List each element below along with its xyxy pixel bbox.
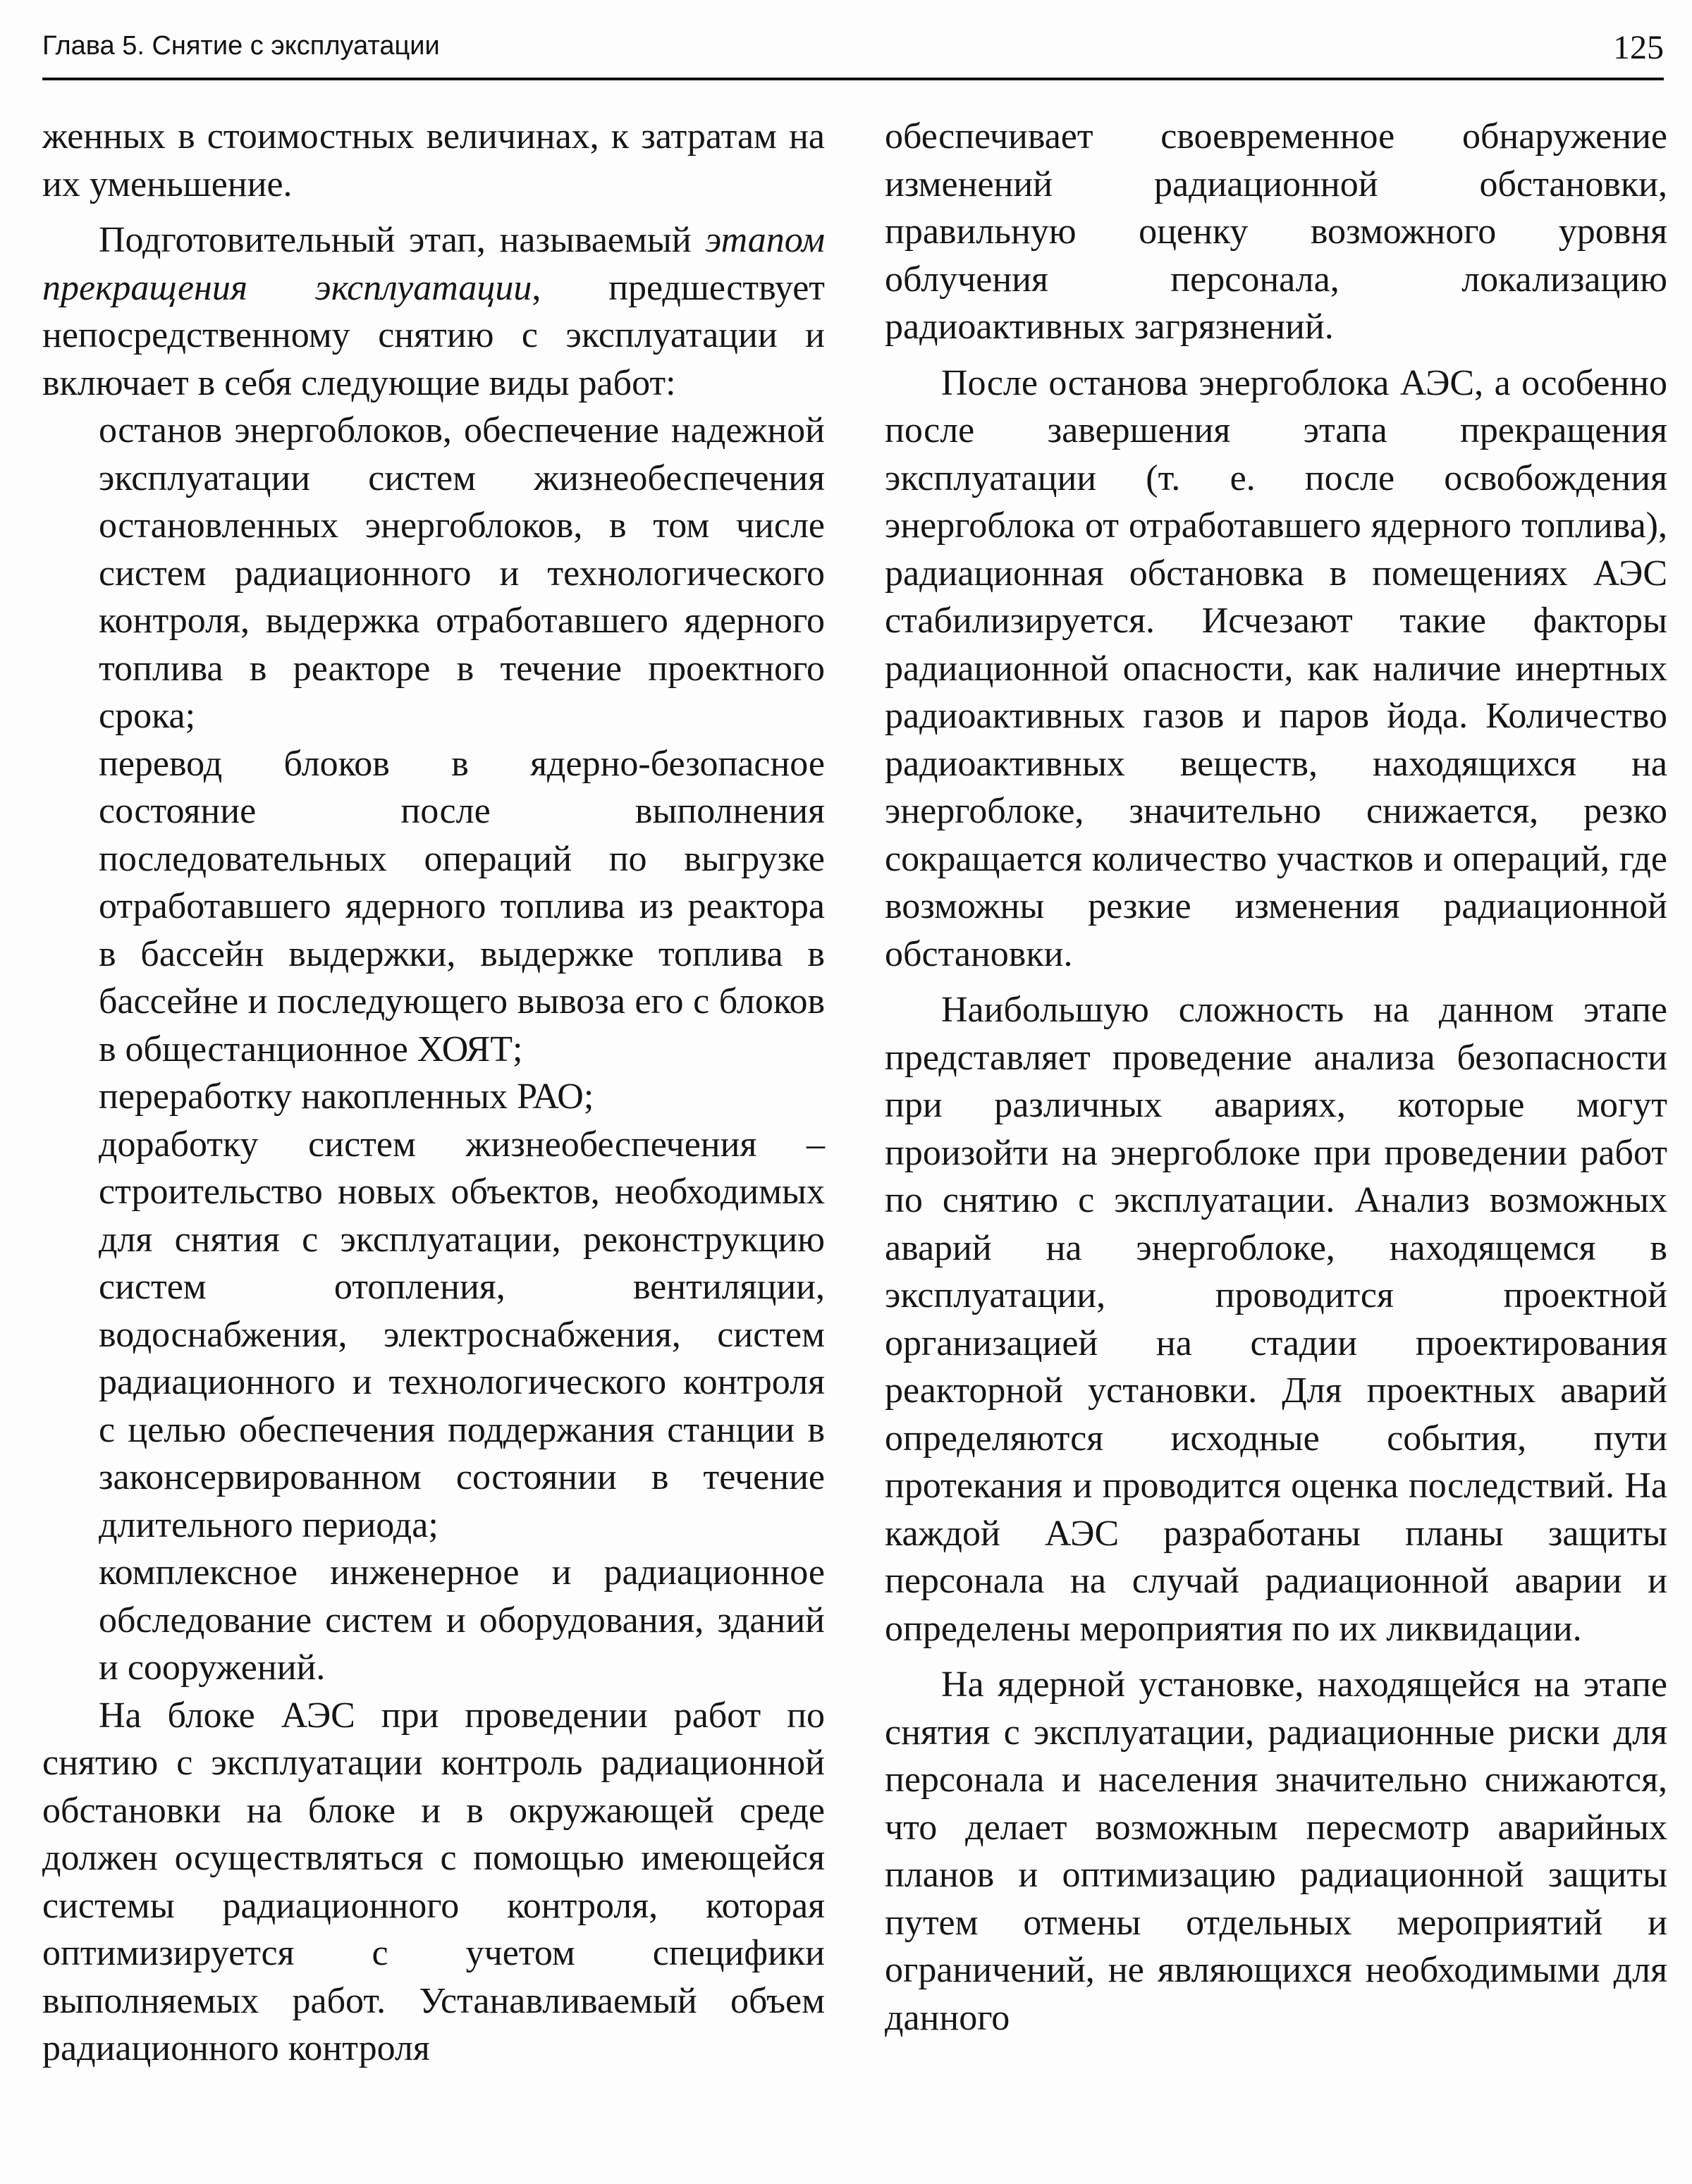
paragraph: После останова энергоблока АЭС, а особенно после завершения этапа прекращения эксплуатации (т. е. после освобождения энергоблока от отработавшего ядерного топлива), радиационная обстановка в помещениях АЭС стабилизируется. Исчезают такие факторы радиационной опасности, как наличие инертных радиоактивных газов и паров йода. Количество радиоактивных веществ, находящихся на энергоблоке, значительно снижается, резко сокращается количество участков и операций, где возможны резкие изменения радиационной обстановки. (885, 362, 1667, 974)
emphasized-term: этапом прекращения эксплуатации (42, 220, 826, 308)
list-item: переработку накопленных РАО; (99, 1076, 594, 1117)
right-column (885, 113, 1667, 2042)
list-item: комплексное инженерное и радиационное обследование систем и оборудования, зданий и сооружений. (99, 1552, 825, 1688)
paragraph: Наибольшую сложность на данном этапе представляет проведение анализа безопасности при различных авариях, которые могут произойти на энергоблоке при проведении работ по снятию с эксплуатации. Анализ возможных аварий на энергоблоке, находящемся в эксплуатации, проводится проектной организацией на стадии проектирования реакторной установки. Для проектных аварий определяются исходные события, пути протекания и проводится оценка последствий. На каждой АЭС разработаны планы защиты персонала на случай радиационной аварии и определены мероприятия по их ликвидации. (885, 990, 1667, 1649)
running-header (42, 28, 1664, 80)
list-item: перевод блоков в ядерно-безопасное состояние после выполнения последовательных операций по выгрузке отработавшего ядерного топлива из реактора в бассейн выдержки, выдержке топлива в бассейне и последующего вывоза его с блоков в общестанционное ХОЯТ; (99, 743, 825, 1069)
paragraph: На ядерной установке, находящейся на этапе снятия с эксплуатации, радиационные риски для персонала и населения значительно снижаются, что делает возможным пересмотр аварийных планов и оптимизацию радиационной защиты путем отмены отдельных мероприятий и ограничений, не являющихся необходимыми для данного (885, 1664, 1667, 2038)
list-item: останов энергоблоков, обеспечение надежной эксплуатации систем жизнеобеспечения остановленных энергоблоков, в том числе систем радиационного и технологического контроля, выдержка отработавшего ядерного топлива в реакторе в течение проектного срока; (99, 410, 825, 736)
left-column (42, 113, 825, 2073)
chapter-title: Глава 5. Снятие с эксплуатации (42, 31, 440, 61)
paragraph: На блоке АЭС при проведении работ по снятию с эксплуатации контроль радиационной обстановки на блоке и в окружающей среде должен осуществляться с помощью имеющейся системы радиационного контроля, которая оптимизируется с учетом специфики выполняемых работ. Устанавливаемый объем радиационного контроля (42, 1695, 825, 2068)
page-number: 125 (1613, 29, 1664, 66)
paragraph-text: Подготовительный этап, называемый (99, 220, 692, 260)
paragraph: обеспечивает своевременное обнаружение изменений радиационной обстановки, правильную оценку возможного уровня облучения персонала, локализацию радиоактивных загрязнений. (885, 116, 1667, 347)
paragraph (42, 216, 825, 407)
list-item: доработку систем жизнеобеспечения – строительство новых объектов, необходимых для снятия с эксплуатации, реконструкцию систем отопления, вентиляции, водоснабжения, электроснабжения, систем радиационного и технологического контроля с целью обеспечения поддержания станции в законсервированном состоянии в течение длительного периода; (99, 1124, 825, 1545)
paragraph-text: , предшествует непосредственному снятию с эксплуатации и включает в себя следующие виды работ: (42, 267, 825, 403)
paragraph: женных в стоимостных величинах, к затратам на их уменьшение. (42, 116, 825, 204)
